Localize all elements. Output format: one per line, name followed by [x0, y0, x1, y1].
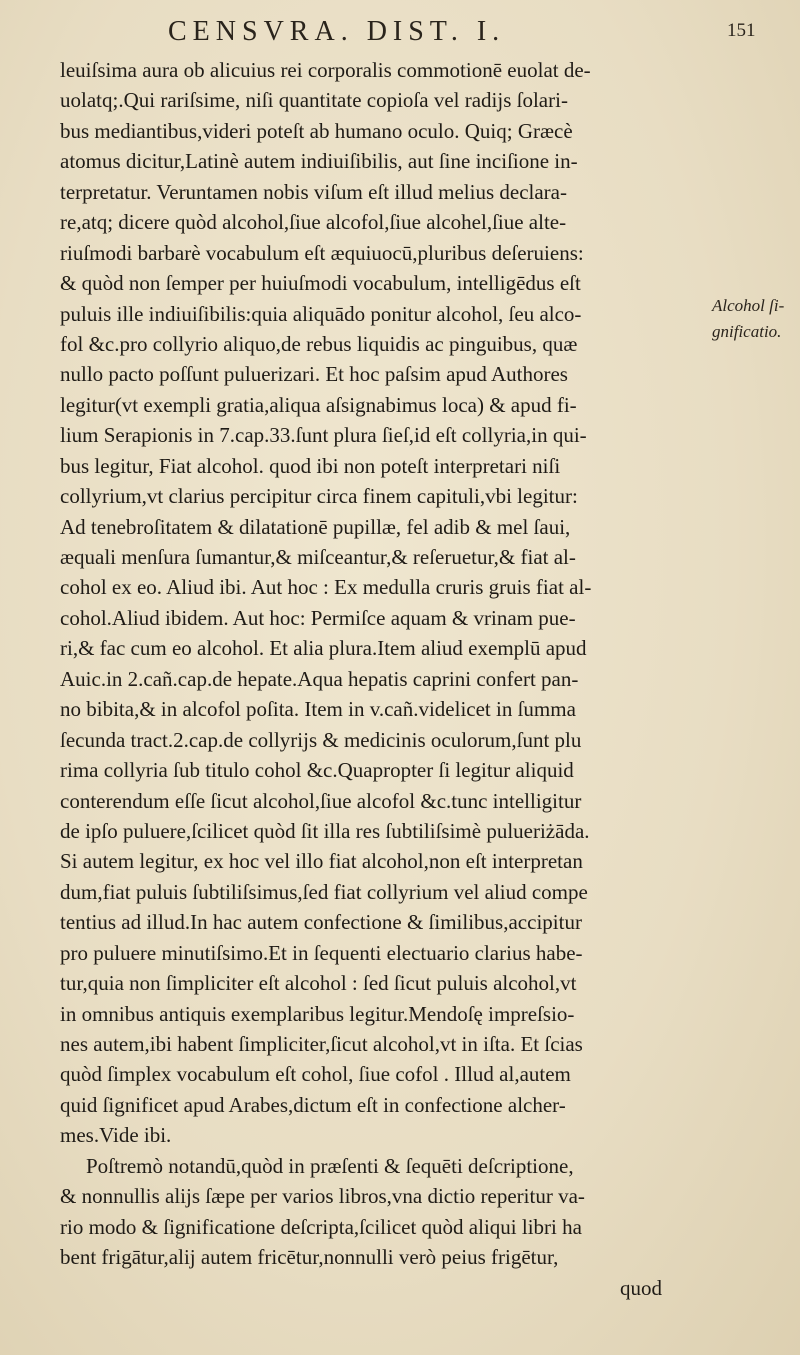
- catchword: quod: [620, 1275, 662, 1300]
- text-line: collyrium,vt clarius percipitur circa finem capituli,vbi legitur:: [60, 484, 578, 509]
- body-text: [60, 55, 710, 1303]
- text-line: conterendum eſſe ſicut alcohol,ſiue alcofol &c.tunc intelligitur: [60, 788, 582, 813]
- text-line: terpretatur. Veruntamen nobis viſum eſt illud melius declara-: [60, 179, 567, 204]
- text-line: æquali menſura ſumantur,& miſceantur,& reſeruetur,& fiat al-: [60, 545, 576, 569]
- text-line: riuſmodi barbarè vocabulum eſt æquiuocū,pluribus deſeruiens:: [60, 240, 584, 265]
- text-line: fol &c.pro collyrio aliquo,de rebus liquidis ac pinguibus, quæ: [60, 331, 578, 356]
- text-line: uolatq;.Qui rariſsime, niſi quantitate copioſa vel radijs ſolari-: [60, 88, 568, 113]
- text-line: cohol ex eo. Aliud ibi. Aut hoc : Ex medulla cruris gruis fiat al-: [60, 575, 592, 600]
- text-line: ri,& fac cum eo alcohol. Et alia plura.Item aliud exemplū apud: [60, 636, 587, 661]
- text-line: pro puluere minutiſsimo.Et in ſequenti electuario clarius habe-: [60, 940, 583, 965]
- text-line: de ipſo puluere,ſcilicet quòd ſit illa res ſubtiliſsimè pulueriżāda.: [60, 818, 590, 843]
- text-line: puluis ille indiuiſibilis:quia aliquādo ponitur alcohol, ſeu alco-: [60, 301, 582, 326]
- text-line: re,atq; dicere quòd alcohol,ſiue alcofol,ſiue alcohel,ſiue alte-: [60, 210, 567, 235]
- text-line: & quòd non ſemper per huiuſmodi vocabulum, intelligēdus eſt: [60, 271, 581, 296]
- text-line: no bibita,& in alcofol poſita. Item in v.cañ.videlicet in ſumma: [60, 697, 576, 722]
- text-line: Ad tenebroſitatem & dilatationē pupillæ, fel adib & mel ſaui,: [60, 514, 571, 539]
- text-line: dum,fiat puluis ſubtiliſsimus,ſed fiat collyrium vel aliud compe: [60, 879, 588, 904]
- text-line: rio modo & ſignificatione deſcripta,ſcilicet quòd aliqui libri ha: [60, 1214, 582, 1239]
- text-line: in omnibus antiquis exemplaribus legitur.Mendoſę impreſsio-: [60, 1001, 575, 1026]
- text-line: bent frigātur,alij autem fricētur,nonnulli verò peius frigētur,: [60, 1245, 559, 1270]
- text-line: quòd ſimplex vocabulum eſt cohol, ſiue cofol . Illud al,autem: [60, 1062, 571, 1087]
- margin-note-line-1: Alcohol ſi-: [712, 296, 785, 315]
- text-line: bus mediantibus,videri poteſt ab humano oculo. Quiq; Græcè: [60, 118, 573, 143]
- text-line: mes.Vide ibi.: [60, 1123, 172, 1148]
- text-line: quid ſignificet apud Arabes,dictum eſt in confectione alcher-: [60, 1092, 566, 1117]
- text-line: & nonnullis alijs ſæpe per varios libros,vna dictio reperitur va-: [60, 1184, 585, 1209]
- text-line: legitur(vt exempli gratia,aliqua aſsignabimus loca) & apud fi-: [60, 392, 577, 417]
- text-line: bus legitur, Fiat alcohol. quod ibi non poteſt interpretari niſi: [60, 453, 561, 478]
- text-line: Si autem legitur, ex hoc vel illo fiat alcohol,non eſt interpretan: [60, 849, 583, 874]
- text-line: nes autem,ibi habent ſimpliciter,ſicut alcohol,vt in iſta. Et ſcias: [60, 1032, 583, 1056]
- margin-note-line-2: gnificatio.: [712, 322, 782, 341]
- page-header: [0, 14, 800, 54]
- text-line: ſecunda tract.2.cap.de collyrijs & medicinis oculorum,ſunt plu: [60, 727, 582, 752]
- page-number: 151: [727, 20, 756, 41]
- text-line: Auic.in 2.cañ.cap.de hepate.Aqua hepatis caprini confert pan-: [60, 666, 579, 691]
- text-line: rima collyria ſub titulo cohol &c.Quapropter ſi legitur aliquid: [60, 758, 574, 783]
- text-line: nullo pacto poſſunt puluerizari. Et hoc paſsim apud Authores: [60, 362, 568, 387]
- text-line: leuiſsima aura ob alicuius rei corporalis commotionē euolat de-: [60, 58, 591, 82]
- running-title: CENSVRA. DIST. I.: [168, 16, 506, 47]
- text-line: cohol.Aliud ibidem. Aut hoc: Permiſce aquam & vrinam pue-: [60, 605, 576, 630]
- text-line: tur,quia non ſimpliciter eſt alcohol : ſed ſicut puluis alcohol,vt: [60, 971, 577, 996]
- text-line: lium Serapionis in 7.cap.33.ſunt plura ſieſ,id eſt collyria,in qui-: [60, 423, 587, 448]
- text-line: atomus dicitur,Latinè autem indiuiſibilis, aut ſine inciſione in-: [60, 149, 578, 174]
- text-line: tentius ad illud.In hac autem confectione & ſimilibus,accipitur: [60, 910, 582, 935]
- text-line: Poſtremò notandū,quòd in præſenti & ſequēti deſcriptione,: [86, 1153, 574, 1178]
